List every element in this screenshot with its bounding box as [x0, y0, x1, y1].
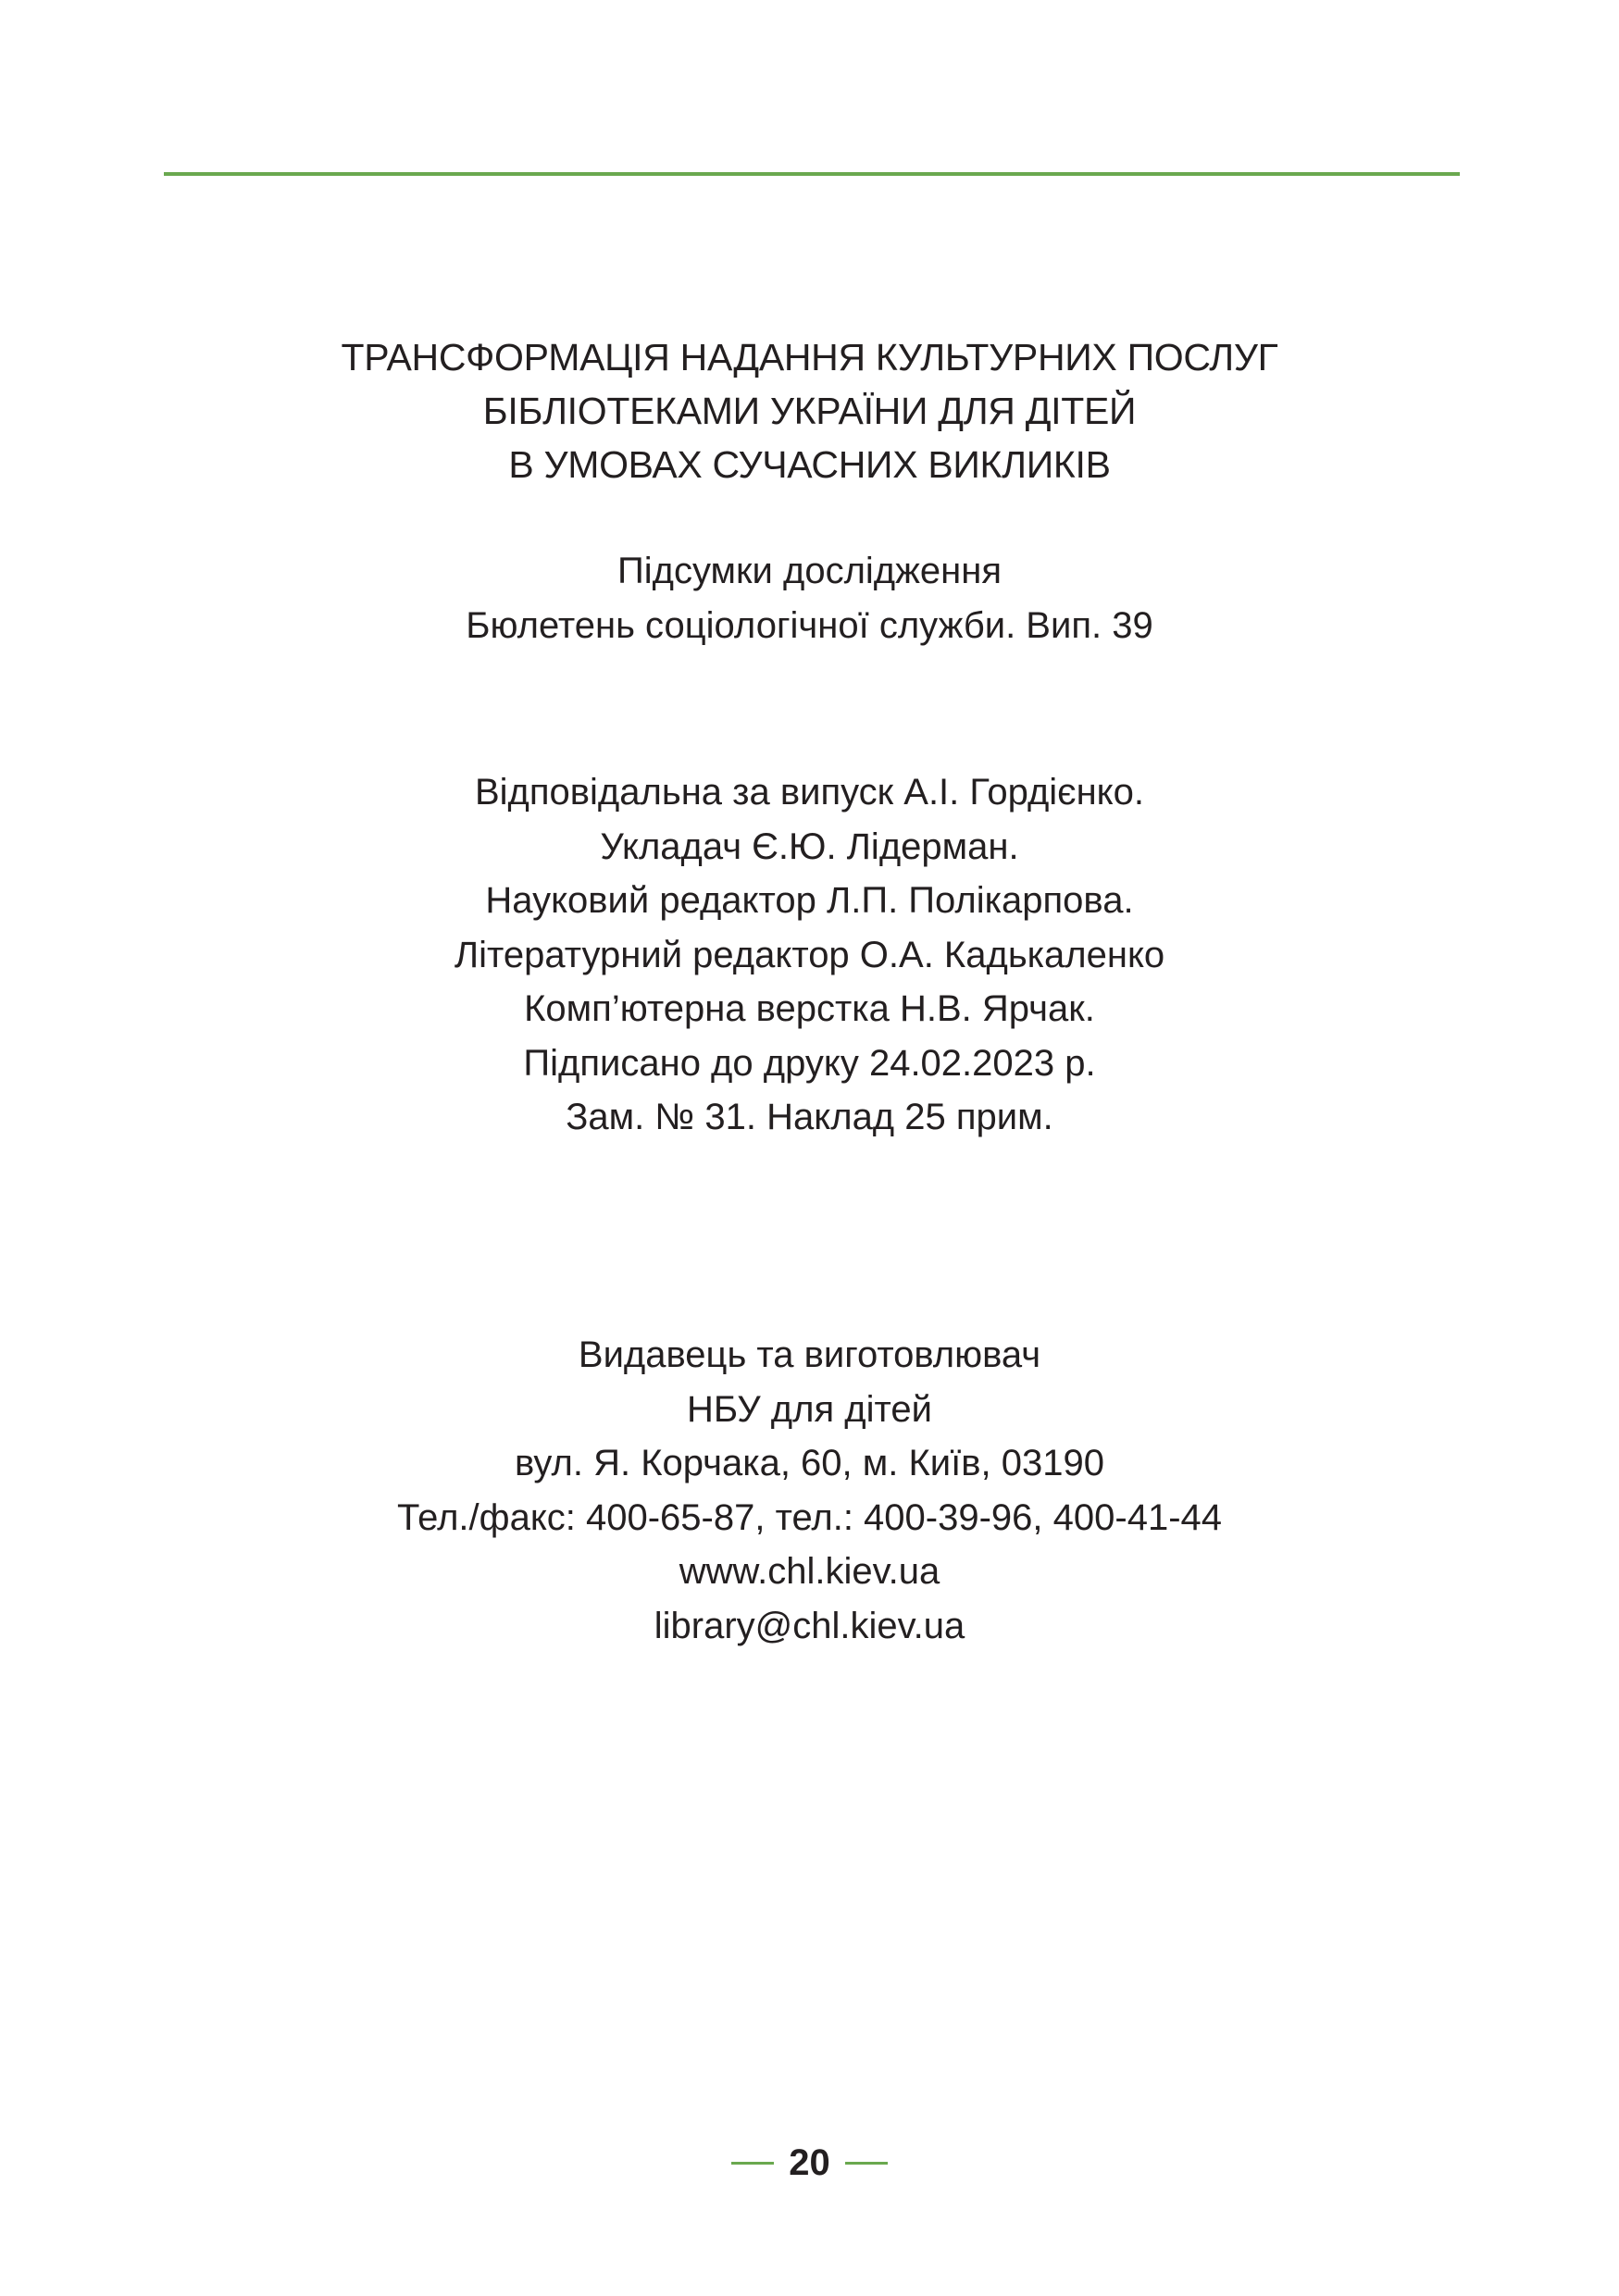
publisher-phone: Тел./факс: 400-65-87, тел.: 400-39-96, 400-41-44	[396, 1496, 1222, 1538]
publisher-address: вул. Я. Корчака, 60, м. Київ, 03190	[515, 1443, 1104, 1483]
document-title	[0, 330, 1619, 491]
page-number: 20	[789, 2142, 830, 2183]
subtitle-line: Бюлетень соціологічної служби. Вип. 39	[466, 605, 1153, 646]
page-number-right-dash	[845, 2162, 888, 2165]
publisher-website: www.chl.kiev.ua	[679, 1551, 940, 1592]
top-divider-rule	[164, 172, 1460, 176]
credit-line: Літературний редактор О.А. Кадькаленко	[454, 934, 1165, 975]
page-number-left-dash	[731, 2162, 774, 2165]
subtitle-line: Підсумки дослідження	[617, 551, 1002, 591]
title-line: ТРАНСФОРМАЦІЯ НАДАННЯ КУЛЬТУРНИХ ПОСЛУГ	[341, 336, 1278, 379]
title-line: БІБЛІОТЕКАМИ УКРАЇНИ ДЛЯ ДІТЕЙ	[482, 390, 1137, 432]
title-line: В УМОВАХ СУЧАСНИХ ВИКЛИКІВ	[508, 443, 1111, 486]
credit-line: Відповідальна за випуск А.І. Гордієнко.	[474, 772, 1144, 813]
credit-line: Укладач Є.Ю. Лідерман.	[600, 825, 1019, 867]
publisher-line: Видавець та виготовлювач	[578, 1334, 1041, 1375]
document-subtitle	[0, 544, 1619, 653]
publisher-block	[0, 1328, 1619, 1653]
credits-block	[0, 765, 1619, 1145]
publisher-email: library@chl.kiev.ua	[654, 1605, 965, 1646]
credit-line: Комп’ютерна верстка Н.В. Ярчак.	[524, 988, 1095, 1029]
credit-line: Зам. № 31. Наклад 25 прим.	[566, 1097, 1053, 1137]
credit-line: Науковий редактор Л.П. Полікарпова.	[485, 880, 1134, 921]
page-footer	[0, 2142, 1619, 2183]
credit-line: Підписано до друку 24.02.2023 р.	[523, 1042, 1096, 1084]
publisher-line: НБУ для дітей	[687, 1388, 932, 1430]
